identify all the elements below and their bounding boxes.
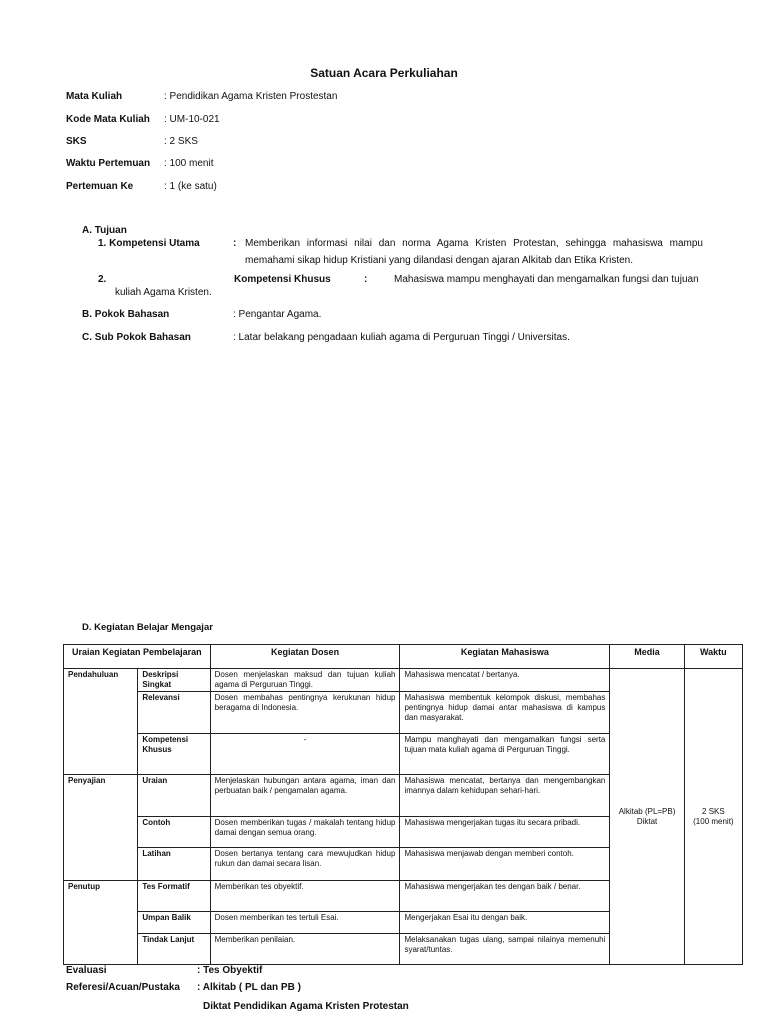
section-a2-line1: Mahasiswa mampu menghayati dan mengamalkan fungsi dan tujuan	[394, 274, 699, 285]
referensi-value-2: Diktat Pendidikan Agama Kristen Protestan	[203, 1001, 409, 1012]
row-mhs: Mahasiswa mencatat, bertanya dan mengembangkan imannya dalam kehidupan sehari-hari.	[400, 775, 610, 817]
section-penyajian: Penyajian	[64, 775, 138, 817]
section-a1-line2: memahami sikap hidup Kristiani yang dilandasi dengan ajaran Alkitab dan Etika Kristen.	[245, 255, 634, 266]
section-a2-label: Kompetensi Khusus	[234, 274, 331, 285]
activity-table	[63, 644, 743, 965]
section-spacer	[64, 912, 138, 934]
section-a-label: A. Tujuan	[82, 225, 127, 236]
meta-label-sks: SKS	[66, 136, 87, 147]
row-dosen: Dosen menjelaskan maksud dan tujuan kuliah agama di Perguruan Tinggi.	[210, 669, 400, 692]
meta-value-pertemuan: : 1 (ke satu)	[164, 181, 217, 192]
section-spacer	[64, 848, 138, 881]
section-c-value: : Latar belakang pengadaan kuliah agama di Perguruan Tinggi / Universitas.	[233, 332, 570, 343]
section-a1-line1-wrap	[245, 238, 703, 249]
section-a2-line2: kuliah Agama Kristen.	[115, 287, 212, 298]
header-dosen: Kegiatan Dosen	[210, 645, 400, 669]
row-dosen: Memberikan penilaian.	[210, 934, 400, 965]
meta-value-mata-kuliah: : Pendidikan Agama Kristen Prostestan	[164, 91, 338, 102]
row-dosen: Dosen bertanya tentang cara mewujudkan hidup rukun dan damai secara lisan.	[210, 848, 400, 881]
media-line-1: Alkitab (PL=PB)	[618, 806, 676, 816]
meta-value-waktu: : 100 menit	[164, 158, 214, 169]
row-mhs: Mahasiswa mengerjakan tes dengan baik / benar.	[400, 881, 610, 912]
row-sub: Contoh	[138, 817, 210, 848]
header-media: Media	[610, 645, 684, 669]
table-row	[64, 669, 743, 692]
section-pendahuluan: Pendahuluan	[64, 669, 138, 692]
row-dosen: -	[210, 734, 400, 775]
meta-label-kode: Kode Mata Kuliah	[66, 114, 150, 125]
meta-value-kode: : UM-10-021	[164, 114, 220, 125]
waktu-line-1: 2 SKS	[702, 806, 725, 816]
row-sub: Deskripsi Singkat	[138, 669, 210, 692]
section-a1-colon: :	[233, 238, 237, 249]
media-cell	[610, 669, 684, 965]
row-mhs: Mahasiswa menjawab dengan memberi contoh.	[400, 848, 610, 881]
section-c-label: C. Sub Pokok Bahasan	[82, 332, 191, 343]
section-penutup: Penutup	[64, 881, 138, 912]
row-dosen: Dosen memberikan tugas / makalah tentang hidup damai dengan semua orang.	[210, 817, 400, 848]
meta-label-pertemuan: Pertemuan Ke	[66, 181, 134, 192]
row-dosen: Dosen membahas pentingnya kerukunan hidup beragama di Indonesia.	[210, 692, 400, 734]
section-a1-label: 1. Kompetensi Utama	[98, 238, 200, 249]
row-mhs: Mahasiswa mencatat / bertanya.	[400, 669, 610, 692]
row-mhs: Mengerjakan Esai itu dengan baik.	[400, 912, 610, 934]
header-uraian: Uraian Kegiatan Pembelajaran	[64, 645, 211, 669]
waktu-line-2: (100 menit)	[693, 816, 734, 826]
header-mahasiswa: Kegiatan Mahasiswa	[400, 645, 610, 669]
section-d-label: D. Kegiatan Belajar Mengajar	[82, 622, 213, 633]
meta-label-mata-kuliah: Mata Kuliah	[66, 91, 123, 102]
section-a1-line1: Memberikan informasi nilai dan norma Agama Kristen Protestan, sehingga mahasiswa mampu	[245, 238, 703, 249]
section-spacer	[64, 817, 138, 848]
section-b-label: B. Pokok Bahasan	[82, 309, 170, 320]
page-title: Satuan Acara Perkuliahan	[310, 66, 458, 80]
media-line-2: Diktat	[636, 816, 658, 826]
row-dosen: Dosen memberikan tes tertuli Esai.	[210, 912, 400, 934]
row-mhs: Mahasiswa membentuk kelompok diskusi, membahas pentingnya hidup damai antar mahasiswa di kampus dan masyarakat.	[400, 692, 610, 734]
evaluasi-label: Evaluasi	[66, 965, 107, 976]
referensi-value: : Alkitab ( PL dan PB )	[197, 982, 301, 993]
row-sub: Latihan	[138, 848, 210, 881]
section-a2-colon: :	[364, 274, 368, 285]
waktu-cell	[684, 669, 742, 965]
row-sub: Uraian	[138, 775, 210, 817]
section-a2-num: 2.	[98, 274, 107, 285]
row-sub: Relevansi	[138, 692, 210, 734]
section-b-value: : Pengantar Agama.	[233, 309, 322, 320]
row-mhs: Mampu manghayati dan mengamalkan fungsi serta tujuan mata kuliah agama di Perguruan Tinggi.	[400, 734, 610, 775]
header-waktu: Waktu	[684, 645, 742, 669]
section-spacer	[64, 734, 138, 775]
section-spacer	[64, 934, 138, 965]
meta-label-waktu: Waktu Pertemuan	[66, 158, 151, 169]
row-dosen: Memberikan tes obyektif.	[210, 881, 400, 912]
meta-value-sks: : 2 SKS	[164, 136, 198, 147]
evaluasi-value: : Tes Obyektif	[197, 965, 263, 976]
referensi-label: Referesi/Acuan/Pustaka	[66, 982, 180, 993]
section-spacer	[64, 692, 138, 734]
row-sub: Kompetensi Khusus	[138, 734, 210, 775]
row-mhs: Mahasiswa mengerjakan tugas itu secara pribadi.	[400, 817, 610, 848]
row-sub: Tindak Lanjut	[138, 934, 210, 965]
row-dosen: Menjelaskan hubungan antara agama, iman dan perbuatan baik / pengamalan agama.	[210, 775, 400, 817]
row-sub: Tes Formatif	[138, 881, 210, 912]
row-sub: Umpan Balik	[138, 912, 210, 934]
row-mhs: Melaksanakan tugas ulang, sampai nilainya memenuhi syarat/tuntas.	[400, 934, 610, 965]
